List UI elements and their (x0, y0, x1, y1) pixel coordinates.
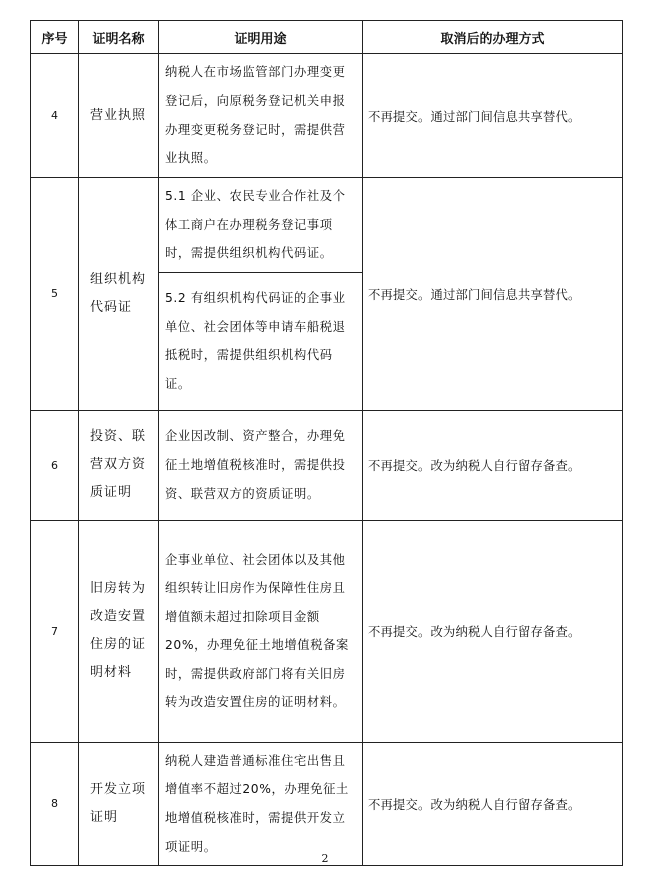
certificate-use: 企事业单位、社会团体以及其他组织转让旧房作为保障性住房且增值额未超过扣除项目金额20%，办理免征土地增值税备案时，需提供政府部门将有关旧房转为改造安置住房的证明材料。 (159, 520, 363, 742)
table-row (31, 520, 623, 742)
page-number: 2 (321, 852, 329, 865)
table-header-row (31, 21, 623, 54)
certificate-table (30, 20, 623, 866)
handling-method: 不再提交。改为纳税人自行留存备查。 (363, 520, 623, 742)
row-number: 6 (31, 410, 79, 520)
handling-method: 不再提交。改为纳税人自行留存备查。 (363, 410, 623, 520)
table-row (31, 742, 623, 865)
row-number: 4 (31, 54, 79, 178)
table-row (31, 178, 623, 273)
header-num: 序号 (31, 21, 79, 54)
certificate-use: 5.1 企业、农民专业合作社及个体工商户在办理税务登记事项时，需提供组织机构代码证。 (159, 178, 363, 273)
certificate-name: 开发立项证明 (79, 742, 159, 865)
certificate-name: 营业执照 (79, 54, 159, 178)
table-row (31, 54, 623, 178)
row-number: 5 (31, 178, 79, 411)
header-use: 证明用途 (159, 21, 363, 54)
table-row (31, 410, 623, 520)
handling-method: 不再提交。改为纳税人自行留存备查。 (363, 742, 623, 865)
certificate-use: 纳税人建造普通标准住宅出售且增值率不超过20%，办理免征土地增值税核准时，需提供开发立项证明。 (159, 742, 363, 865)
header-method: 取消后的办理方式 (363, 21, 623, 54)
row-number: 7 (31, 520, 79, 742)
certificate-use: 企业因改制、资产整合，办理免征土地增值税核准时，需提供投资、联营双方的资质证明。 (159, 410, 363, 520)
certificate-name: 旧房转为改造安置住房的证明材料 (79, 520, 159, 742)
row-number: 8 (31, 742, 79, 865)
handling-method: 不再提交。通过部门间信息共享替代。 (363, 178, 623, 411)
certificate-use: 纳税人在市场监管部门办理变更登记后，向原税务登记机关申报办理变更税务登记时，需提供营业执照。 (159, 54, 363, 178)
document-sheet (30, 20, 622, 866)
certificate-name: 组织机构代码证 (79, 178, 159, 411)
certificate-use: 5.2 有组织机构代码证的企事业单位、社会团体等申请车船税退抵税时，需提供组织机构代码证。 (159, 272, 363, 410)
certificate-name: 投资、联营双方资质证明 (79, 410, 159, 520)
handling-method: 不再提交。通过部门间信息共享替代。 (363, 54, 623, 178)
header-name: 证明名称 (79, 21, 159, 54)
